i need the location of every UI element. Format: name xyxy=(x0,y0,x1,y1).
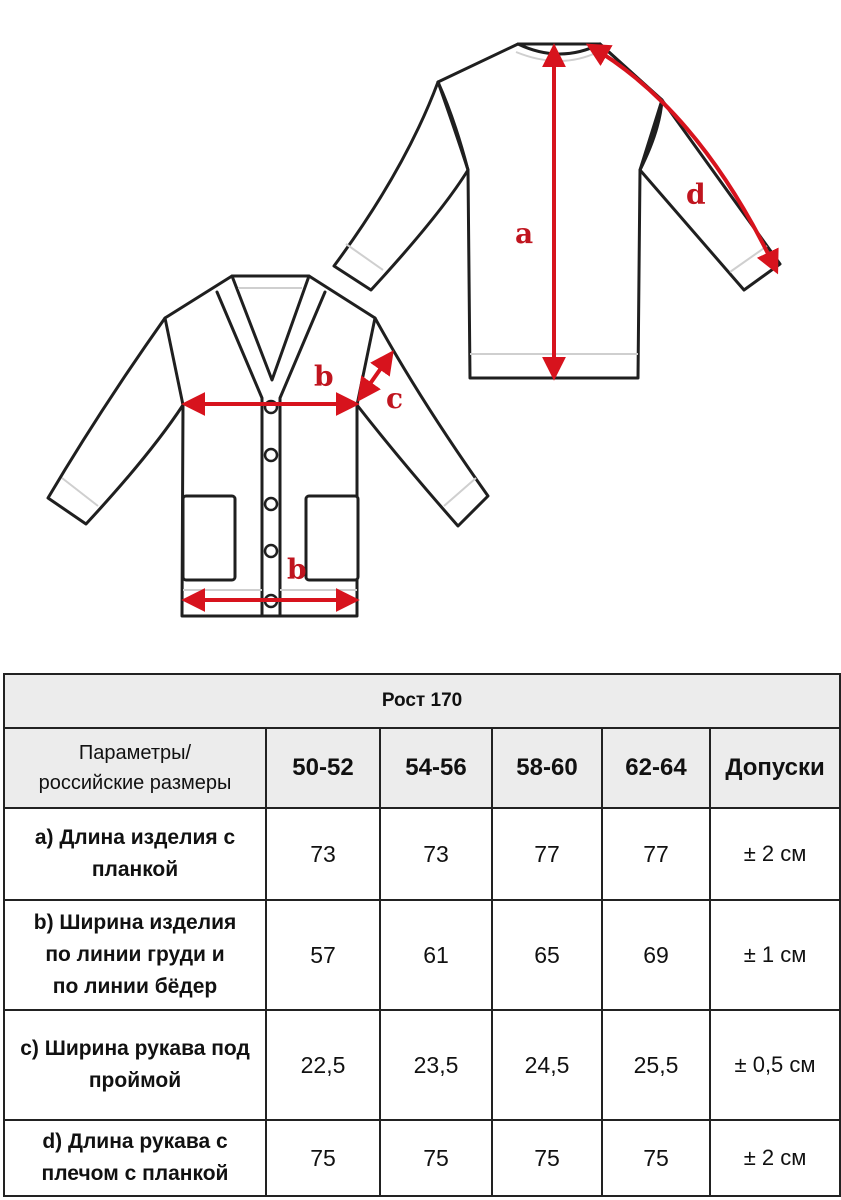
row-label xyxy=(4,1120,266,1196)
value-cell: 65 xyxy=(492,900,602,1010)
value-cell: 22,5 xyxy=(266,1010,380,1120)
size-chart-table xyxy=(3,673,841,1197)
row-label-line: а) Длина изделия с xyxy=(34,826,236,849)
back-body xyxy=(438,44,662,378)
value-cell: 57 xyxy=(266,900,380,1010)
table-header-row xyxy=(4,728,840,808)
label-b-hem: b xyxy=(287,553,307,586)
row-label xyxy=(4,1010,266,1120)
row-label-line: планкой xyxy=(91,858,179,881)
table-row xyxy=(4,1120,840,1196)
tolerance-cell: ± 1 см xyxy=(710,900,840,1010)
value-cell: 23,5 xyxy=(380,1010,492,1120)
row-label-line: b) Ширина изделия xyxy=(33,911,237,934)
tolerance-cell: ± 2 см xyxy=(710,808,840,900)
back-view-cardigan xyxy=(334,44,780,378)
button xyxy=(265,545,277,557)
size-header: 62-64 xyxy=(602,728,710,808)
back-left-sleeve xyxy=(334,82,468,290)
param-header xyxy=(4,728,266,808)
value-cell: 73 xyxy=(266,808,380,900)
size-header: 50-52 xyxy=(266,728,380,808)
size-header: 58-60 xyxy=(492,728,602,808)
label-d: d xyxy=(686,178,706,211)
value-cell: 24,5 xyxy=(492,1010,602,1120)
label-a: a xyxy=(515,217,534,250)
row-label-line: плечом с планкой xyxy=(41,1162,229,1185)
row-label-line: d) Длина рукава с xyxy=(42,1130,228,1153)
tolerance-cell: ± 2 см xyxy=(710,1120,840,1196)
row-label-line: проймой xyxy=(88,1069,182,1092)
value-cell: 73 xyxy=(380,808,492,900)
value-cell: 75 xyxy=(380,1120,492,1196)
value-cell: 75 xyxy=(492,1120,602,1196)
row-label-line: по линии бёдер xyxy=(52,975,218,998)
front-left-sleeve xyxy=(48,318,183,524)
row-label-line: c) Ширина рукава под xyxy=(20,1037,250,1060)
row-label-line: по линии груди и xyxy=(45,943,225,966)
table-row xyxy=(4,900,840,1010)
tolerance-header: Допуски xyxy=(710,728,840,808)
param-header-line: российские размеры xyxy=(38,772,232,794)
value-cell: 75 xyxy=(266,1120,380,1196)
value-cell: 69 xyxy=(602,900,710,1010)
table-title: Рост 170 xyxy=(4,674,840,728)
table-title-row xyxy=(4,674,840,728)
param-header-line: Параметры/ xyxy=(78,742,192,764)
row-label xyxy=(4,808,266,900)
table-row xyxy=(4,808,840,900)
tolerance-cell: ± 0,5 см xyxy=(710,1010,840,1120)
row-label xyxy=(4,900,266,1010)
front-view-cardigan xyxy=(48,276,488,616)
size-header: 54-56 xyxy=(380,728,492,808)
button xyxy=(265,498,277,510)
value-cell: 75 xyxy=(602,1120,710,1196)
label-b-chest: b xyxy=(314,360,334,393)
value-cell: 77 xyxy=(492,808,602,900)
label-c: c xyxy=(386,382,404,415)
value-cell: 25,5 xyxy=(602,1010,710,1120)
button xyxy=(265,449,277,461)
front-left-pocket xyxy=(183,496,235,580)
front-right-pocket xyxy=(306,496,358,580)
value-cell: 61 xyxy=(380,900,492,1010)
table-row xyxy=(4,1010,840,1120)
value-cell: 77 xyxy=(602,808,710,900)
